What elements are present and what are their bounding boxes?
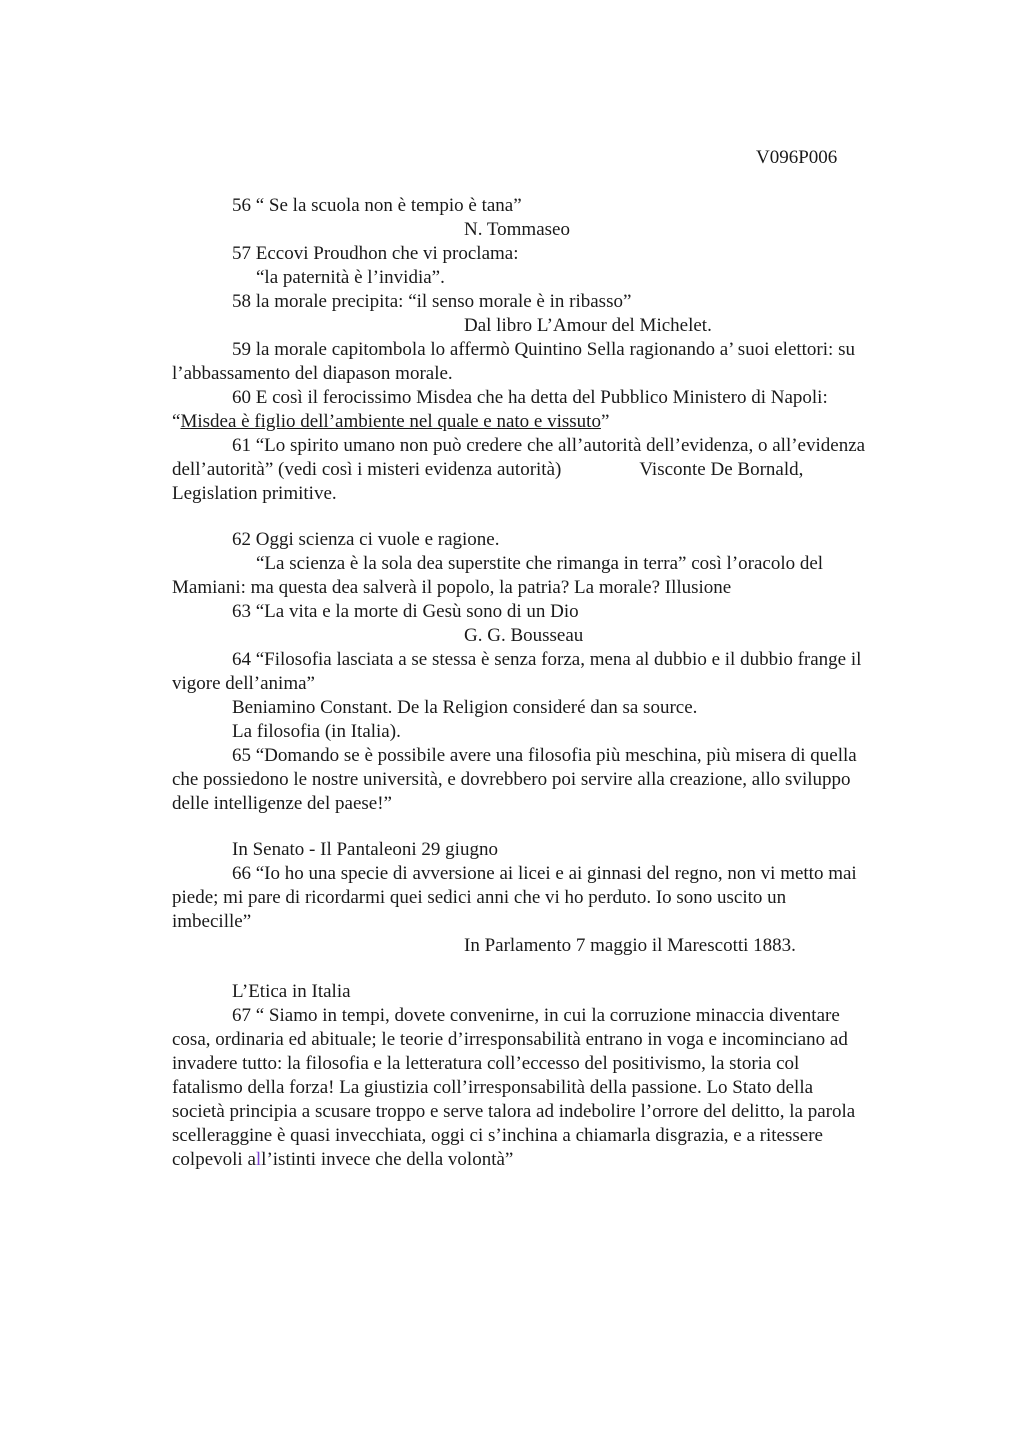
paragraph-gap: [172, 506, 932, 528]
entry-57-line-2: “la paternità è l’invidia”.: [256, 267, 445, 288]
section-heading-senato: In Senato - Il Pantaleoni 29 giugno: [232, 839, 498, 860]
paragraph-gap: [172, 816, 932, 838]
entry-58-quote: 58 la morale precipita: “il senso morale è in ribasso”: [232, 291, 632, 312]
entry-58-attribution: Dal libro L’Amour del Michelet.: [464, 315, 712, 336]
paragraph-gap: [172, 958, 932, 980]
entry-64-line-1: 64 “Filosofia lasciata a se stessa è senza forza, mena al dubbio e il dubbio frange il: [232, 649, 862, 670]
entry-61-line-1: 61 “Lo spirito umano non può credere che all’autorità dell’evidenza, o all’evidenza: [232, 435, 866, 456]
entry-59-line-2: l’abbassamento del diapason morale.: [172, 363, 453, 384]
entry-63-attribution: G. G. Bousseau: [464, 625, 584, 646]
underlined-quote: Misdea è figlio dell’ambiente nel quale e nato e vissuto: [180, 411, 601, 432]
entry-65-line-2: che possiedono le nostre università, e dovrebbero poi servire alla creazione, allo sviluppo: [172, 769, 851, 790]
entry-56-attribution: N. Tommaseo: [464, 219, 570, 240]
entry-67-line-4: fatalismo della forza! La giustizia coll’irresponsabilità della passione. Lo Stato della: [172, 1077, 814, 1098]
entry-63-quote: 63 “La vita e la morte di Gesù sono di un Dio: [232, 601, 579, 622]
entry-67-text-post: l’istinti invece che della volontà”: [261, 1149, 514, 1170]
entry-67-line-7: [172, 1148, 932, 1172]
entry-62-line-1: 62 Oggi scienza ci vuole e ragione.: [232, 529, 500, 550]
section-heading-filosofia: La filosofia (in Italia).: [232, 721, 401, 742]
entry-60-line-1: 60 E così il ferocissimo Misdea che ha detta del Pubblico Ministero di Napoli:: [232, 387, 828, 408]
entry-66-line-1: 66 “Io ho una specie di avversione ai licei e ai ginnasi del regno, non vi metto mai: [232, 863, 857, 884]
entry-66-line-3: imbecille”: [172, 911, 252, 932]
entry-62-line-3: Mamiani: ma questa dea salverà il popolo, la patria? La morale? Illusione: [172, 577, 732, 598]
entry-61-line-2: [172, 458, 932, 482]
entry-56-quote: 56 “ Se la scuola non è tempio è tana”: [232, 195, 522, 216]
entry-66-line-2: piede; mi pare di ricordarmi quei sedici anni che vi ho perduto. Io sono uscito un: [172, 887, 787, 908]
entry-67-line-6: scelleraggine è quasi invecchiata, oggi ci s’inchina a chiamarla disgrazia, e a ritessere: [172, 1125, 823, 1146]
entry-59-line-1: 59 la morale capitombola lo affermò Quintino Sella ragionando a’ suoi elettori: su: [232, 339, 855, 360]
entry-66-attribution: In Parlamento 7 maggio il Marescotti 1883.: [464, 935, 796, 956]
entry-61-line-3: Legislation primitive.: [172, 483, 337, 504]
entry-67-text-pre: colpevoli a: [172, 1149, 256, 1170]
entry-57-line-1: 57 Eccovi Proudhon che vi proclama:: [232, 243, 519, 264]
entry-61-text: dell’autorità” (vedi così i misteri evidenza autorità): [172, 459, 562, 480]
section-heading-etica: L’Etica in Italia: [232, 981, 351, 1002]
highlighted-letter: l: [255, 1149, 262, 1170]
document-body: [172, 194, 932, 1172]
close-quote: ”: [600, 411, 610, 432]
entry-67-line-5: società principia a scusare troppo e serve talora ad indebolire l’orrore del delitto, la parola: [172, 1101, 856, 1122]
entry-67-line-2: cosa, ordinaria ed abituale; le teorie d’irresponsabilità entrano in voga e incominciano ad: [172, 1029, 848, 1050]
entry-64-line-2: vigore dell’anima”: [172, 673, 315, 694]
entry-60-line-2: [172, 410, 932, 434]
entry-61-attribution: Visconte De Bornald,: [639, 459, 804, 480]
open-quote: “: [172, 411, 181, 432]
entry-64-attribution: Beniamino Constant. De la Religion consideré dan sa source.: [232, 697, 698, 718]
entry-65-line-3: delle intelligenze del paese!”: [172, 793, 392, 814]
entry-65-line-1: 65 “Domando se è possibile avere una filosofia più meschina, più misera di quella: [232, 745, 857, 766]
entry-67-line-3: invadere tutto: la filosofia e la letteratura coll’eccesso del positivismo, la storia col: [172, 1053, 800, 1074]
page-code: V096P006: [756, 147, 838, 168]
entry-62-line-2: “La scienza è la sola dea superstite che rimanga in terra” così l’oracolo del: [256, 553, 824, 574]
entry-67-line-1: 67 “ Siamo in tempi, dovete convenirne, in cui la corruzione minaccia diventare: [232, 1005, 840, 1026]
